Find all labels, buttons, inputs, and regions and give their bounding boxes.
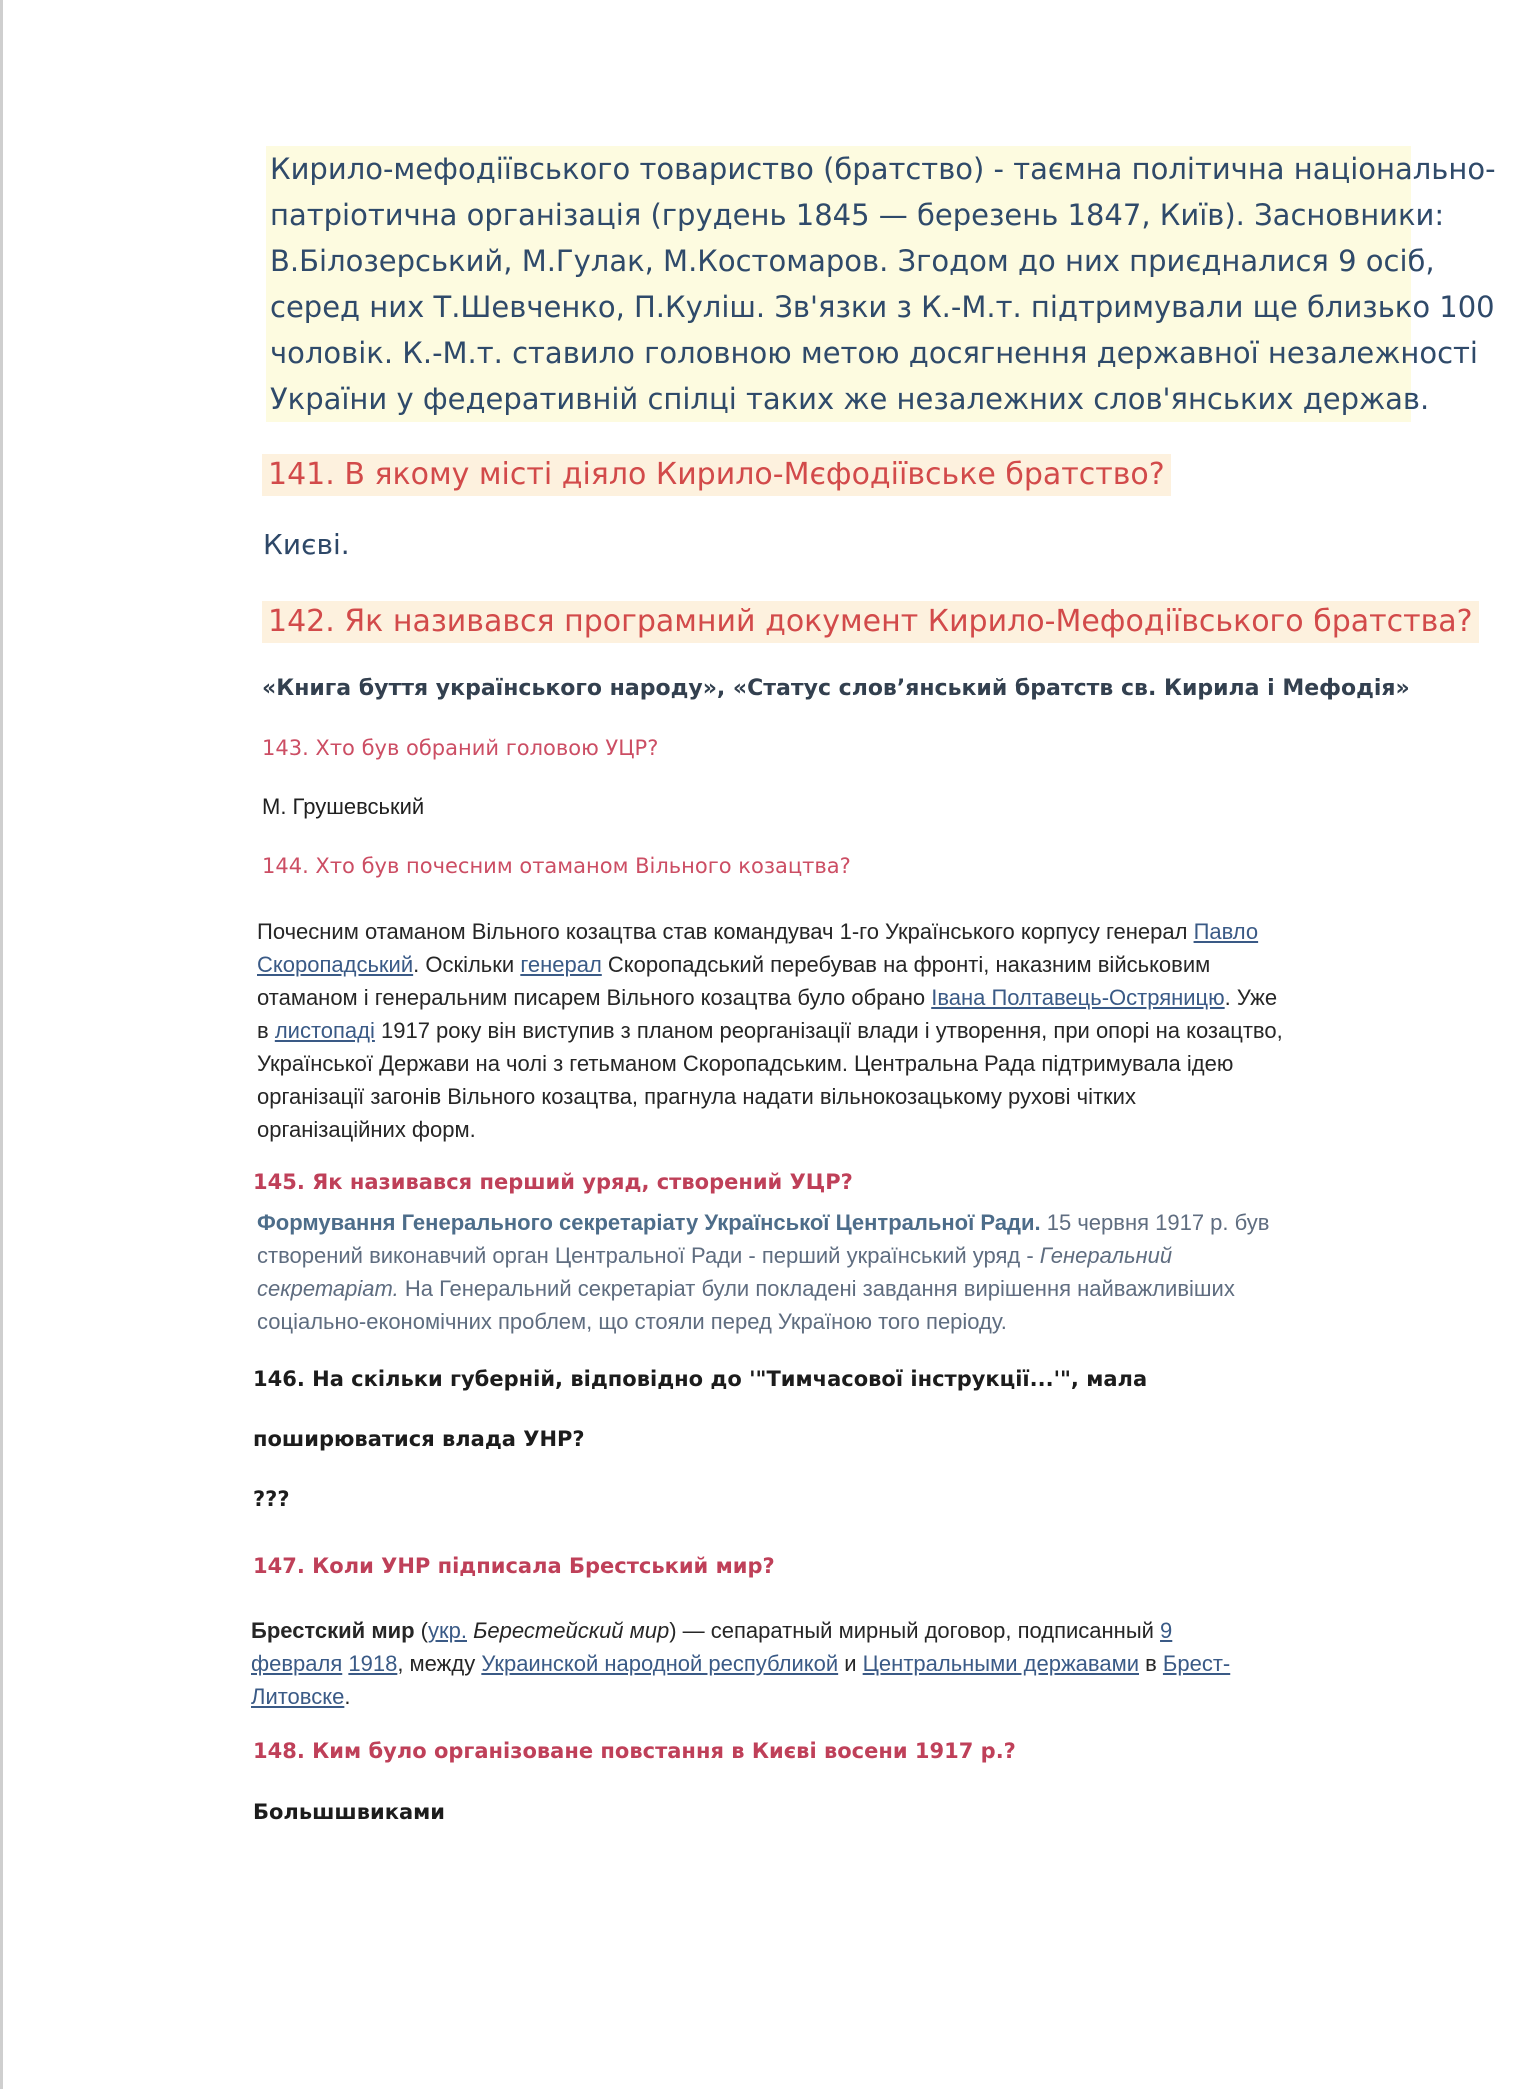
text-line [251, 1680, 1401, 1713]
question-147: 147. Коли УНР підписала Брестський мир? [253, 1554, 775, 1578]
text-line [257, 915, 1407, 948]
question-146-line1: 146. На скільки губерній, відповідно до '"Тимчасової інструкції...'", мала [253, 1367, 1148, 1391]
link-9[interactable]: 9 [1160, 1618, 1173, 1643]
text: и [838, 1651, 863, 1676]
question-145: 145. Як називався перший уряд, створений УЦР? [253, 1170, 853, 1194]
text: ( [414, 1618, 429, 1643]
text: 15 червня 1917 р. був [1040, 1210, 1270, 1235]
text-line [257, 1014, 1407, 1047]
link-lystopad[interactable]: листопаді [274, 1018, 375, 1043]
text: Почесним отаманом Вільного козацтва став командувач 1-го Українського корпусу генерал [257, 919, 1194, 944]
text-line [257, 981, 1407, 1014]
text-line [257, 1272, 1407, 1305]
text: ) — сепаратный мирный договор, подписанный [669, 1618, 1161, 1643]
intro-line: патріотична організація (грудень 1845 — березень 1847, Київ). Засновники: [266, 192, 1411, 238]
link-general[interactable]: генерал [520, 952, 602, 977]
text: , между [397, 1651, 482, 1676]
link-brest[interactable]: Брест- [1162, 1651, 1231, 1676]
text-line [257, 948, 1407, 981]
text-line: соціально-економічних проблем, що стояли перед Україною того періоду. [257, 1309, 1007, 1334]
answer-145-heading: Формування Генерального секретаріату Української Центральної Ради. [257, 1210, 1041, 1235]
scan-edge [0, 0, 3, 2089]
text-line [251, 1647, 1401, 1680]
question-142: 142. Як називався програмний документ Кирило-Мефодіївського братства? [262, 601, 1479, 643]
text: в [1139, 1651, 1163, 1676]
link-lytovske[interactable]: Литовске [251, 1684, 345, 1709]
text: отаманом і генеральним писарем Вільного козацтва було обрано [257, 985, 932, 1010]
intro-line: серед них Т.Шевченко, П.Куліш. Зв'язки з К.-М.т. підтримували ще близько 100 [266, 284, 1411, 330]
intro-line: Кирило-мефодіївського товариство (братство) - таємна політична національно- [266, 146, 1411, 192]
intro-paragraph [266, 146, 1496, 422]
link-1918[interactable]: 1918 [348, 1651, 398, 1676]
italic-term: Берестейский мир [467, 1618, 670, 1643]
intro-line: В.Білозерський, М.Гулак, М.Костомаров. Згодом до них приєдналися 9 осіб, [266, 238, 1411, 284]
answer-146: ??? [253, 1487, 290, 1511]
text: 1917 року він виступив з планом реорганізації влади і утворення, при опорі на козацтво, [374, 1018, 1283, 1043]
link-unr[interactable]: Украинской народной республикой [481, 1651, 839, 1676]
text: Скоропадський перебував на фронті, наказним військовим [601, 952, 1211, 977]
question-141: 141. В якому місті діяло Кирило-Мєфодіївське братство? [262, 454, 1171, 496]
link-skoropadskyi[interactable]: Скоропадський [257, 952, 414, 977]
link-poltavets-ostrianytsia[interactable]: Івана Полтавець-Остряницю [931, 985, 1225, 1010]
answer-141: Києві. [263, 528, 350, 561]
text-line: Української Держави на чолі з гетьманом Скоропадським. Центральна Рада підтримувала ідею [257, 1051, 1234, 1076]
text: . Оскільки [413, 952, 521, 977]
link-february[interactable]: февраля [251, 1651, 343, 1676]
intro-line: України у федеративній спілці таких же незалежних слов'янських держав. [266, 376, 1411, 422]
answer-145-paragraph [257, 1206, 1407, 1338]
answer-142: «Книга буття українського народу», «Статус слов’янський братств св. Кирила і Мефодія» [262, 676, 1410, 701]
text: На Генеральний секретаріат були покладені завдання вирішення найважливіших [398, 1276, 1235, 1301]
question-146-line2: поширюватися влада УНР? [253, 1427, 585, 1451]
link-ukr[interactable]: укр. [428, 1618, 467, 1643]
link-pavlo[interactable]: Павло [1193, 919, 1259, 944]
question-144: 144. Хто був почесним отаманом Вільного козацтва? [262, 854, 851, 878]
text: створений виконавчий орган Центральної Ради - перший український уряд - [257, 1243, 1040, 1268]
italic-term: секретаріат. [257, 1276, 399, 1301]
question-143: 143. Хто був обраний головою УЦР? [262, 736, 659, 760]
answer-144-paragraph [257, 915, 1407, 1146]
link-central-powers[interactable]: Центральными державами [862, 1651, 1139, 1676]
text-line: організаційних форм. [257, 1117, 476, 1142]
text-line [257, 1239, 1407, 1272]
text: . [344, 1684, 351, 1709]
text: . Уже [1224, 985, 1278, 1010]
question-148: 148. Ким було організоване повстання в Києві восени 1917 р.? [253, 1739, 1016, 1763]
answer-148: Большшвиками [253, 1800, 446, 1824]
text-line: організації загонів Вільного козацтва, прагнула надати вільнокозацькому рухові чітких [257, 1084, 1136, 1109]
intro-line: чоловік. К.-М.т. ставило головною метою досягнення державної незалежності [266, 330, 1411, 376]
term-brest-peace: Брестский мир [251, 1618, 415, 1643]
text: в [257, 1018, 275, 1043]
text-line [251, 1614, 1401, 1647]
answer-147-paragraph [251, 1614, 1401, 1713]
text-line [257, 1206, 1407, 1239]
answer-143: М. Грушевський [262, 794, 425, 819]
italic-term: Генеральний [1039, 1243, 1173, 1268]
